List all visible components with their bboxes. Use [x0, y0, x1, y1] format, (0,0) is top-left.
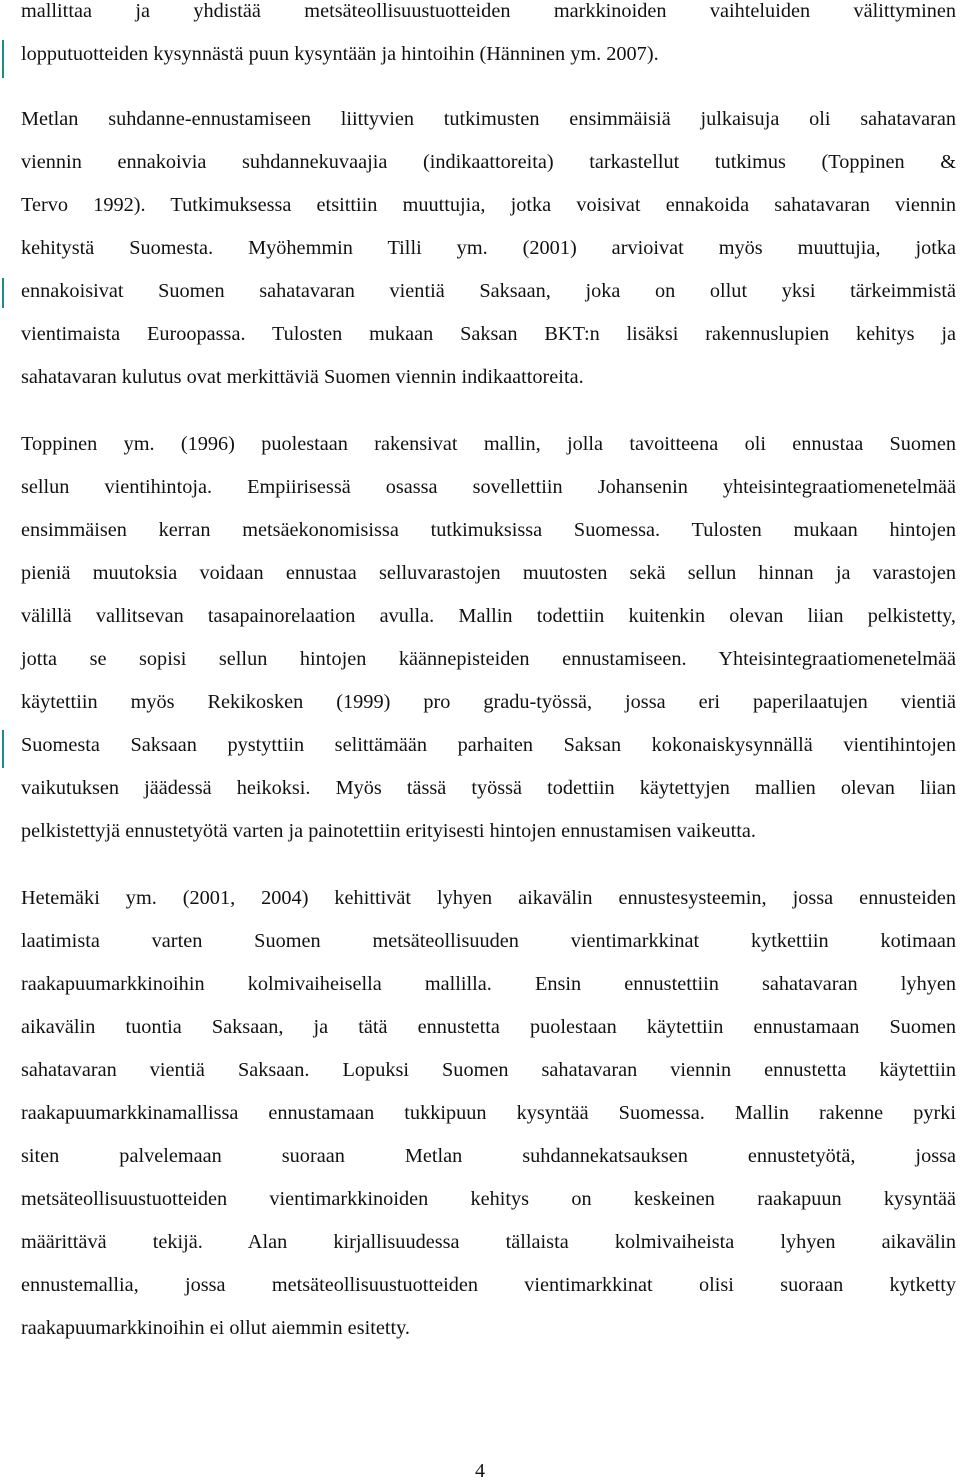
text-line: Metlan suhdanne-ennustamiseen liittyvien tutkimusten ensimmäisiä julkaisuja oli sahatavaran [21, 108, 956, 130]
text-line: kehitystä Suomesta. Myöhemmin Tilli ym. (2001) arvioivat myös muuttujia, jotka [21, 237, 956, 259]
revision-change-bar [2, 278, 4, 308]
text-line: vaikutuksen jäädessä heikoksi. Myös tässä työssä todettiin käytettyjen mallien olevan liian [21, 777, 956, 799]
text-line: ennakoisivat Suomen sahatavaran vientiä Saksaan, joka on ollut yksi tärkeimmistä [21, 280, 956, 302]
text-line: Toppinen ym. (1996) puolestaan rakensivat mallin, jolla tavoitteena oli ennustaa Suomen [21, 433, 956, 455]
text-line: raakapuumarkkinamallissa ennustamaan tukkipuun kysyntää Suomessa. Mallin rakenne pyrki [21, 1102, 956, 1124]
revision-change-bar [2, 730, 4, 768]
text-line: mallittaa ja yhdistää metsäteollisuustuotteiden markkinoiden vaihteluiden välittyminen [21, 0, 956, 22]
revision-change-bar [2, 40, 4, 78]
text-line: raakapuumarkkinoihin ei ollut aiemmin esitetty. [21, 1317, 410, 1339]
text-line: siten palvelemaan suoraan Metlan suhdannekatsauksen ennustetyötä, jossa [21, 1145, 956, 1167]
text-line: määrittävä tekijä. Alan kirjallisuudessa tällaista kolmivaiheista lyhyen aikavälin [21, 1231, 956, 1253]
text-line: viennin ennakoivia suhdannekuvaajia (indikaattoreita) tarkastellut tutkimus (Toppinen & [21, 151, 956, 173]
text-line: jotta se sopisi sellun hintojen käännepisteiden ennustamiseen. Yhteisintegraatiomenetelmää [21, 648, 956, 670]
text-line: Tervo 1992). Tutkimuksessa etsittiin muuttujia, jotka voisivat ennakoida sahatavaran viennin [21, 194, 956, 216]
text-line: aikavälin tuontia Saksaan, ja tätä ennustetta puolestaan käytettiin ennustamaan Suomen [21, 1016, 956, 1038]
text-line: raakapuumarkkinoihin kolmivaiheisella mallilla. Ensin ennustettiin sahatavaran lyhyen [21, 973, 956, 995]
text-line: ennustemallia, jossa metsäteollisuustuotteiden vientimarkkinat olisi suoraan kytketty [21, 1274, 956, 1296]
text-line: Hetemäki ym. (2001, 2004) kehittivät lyhyen aikavälin ennustesysteemin, jossa ennusteiden [21, 887, 956, 909]
text-line: käytettiin myös Rekikosken (1999) pro gradu-työssä, jossa eri paperilaatujen vientiä [21, 691, 956, 713]
text-line: laatimista varten Suomen metsäteollisuuden vientimarkkinat kytkettiin kotimaan [21, 930, 956, 952]
text-line: sellun vientihintoja. Empiirisessä osassa sovellettiin Johansenin yhteisintegraatiomenetelmää [21, 476, 956, 498]
text-line: sahatavaran kulutus ovat merkittäviä Suomen viennin indikaattoreita. [21, 366, 584, 388]
text-line: metsäteollisuustuotteiden vientimarkkinoiden kehitys on keskeinen raakapuun kysyntää [21, 1188, 956, 1210]
text-line: pelkistettyjä ennustetyötä varten ja painotettiin erityisesti hintojen ennustamisen vaikeutta. [21, 820, 757, 842]
text-line: sahatavaran vientiä Saksaan. Lopuksi Suomen sahatavaran viennin ennustetta käytettiin [21, 1059, 956, 1081]
page-number: 4 [475, 1460, 485, 1482]
text-line: pieniä muutoksia voidaan ennustaa selluvarastojen muutosten sekä sellun hinnan ja varastojen [21, 562, 956, 584]
text-line: vientimaista Euroopassa. Tulosten mukaan Saksan BKT:n lisäksi rakennuslupien kehitys ja [21, 323, 956, 345]
text-line: välillä vallitsevan tasapainorelaation avulla. Mallin todettiin kuitenkin olevan liian pelkistetty, [21, 605, 956, 627]
text-line: ensimmäisen kerran metsäekonomisissa tutkimuksissa Suomessa. Tulosten mukaan hintojen [21, 519, 956, 541]
text-line: Suomesta Saksaan pystyttiin selittämään parhaiten Saksan kokonaiskysynnällä vientihintojen [21, 734, 956, 756]
text-line: lopputuotteiden kysynnästä puun kysyntään ja hintoihin (Hänninen ym. 2007). [21, 43, 659, 65]
